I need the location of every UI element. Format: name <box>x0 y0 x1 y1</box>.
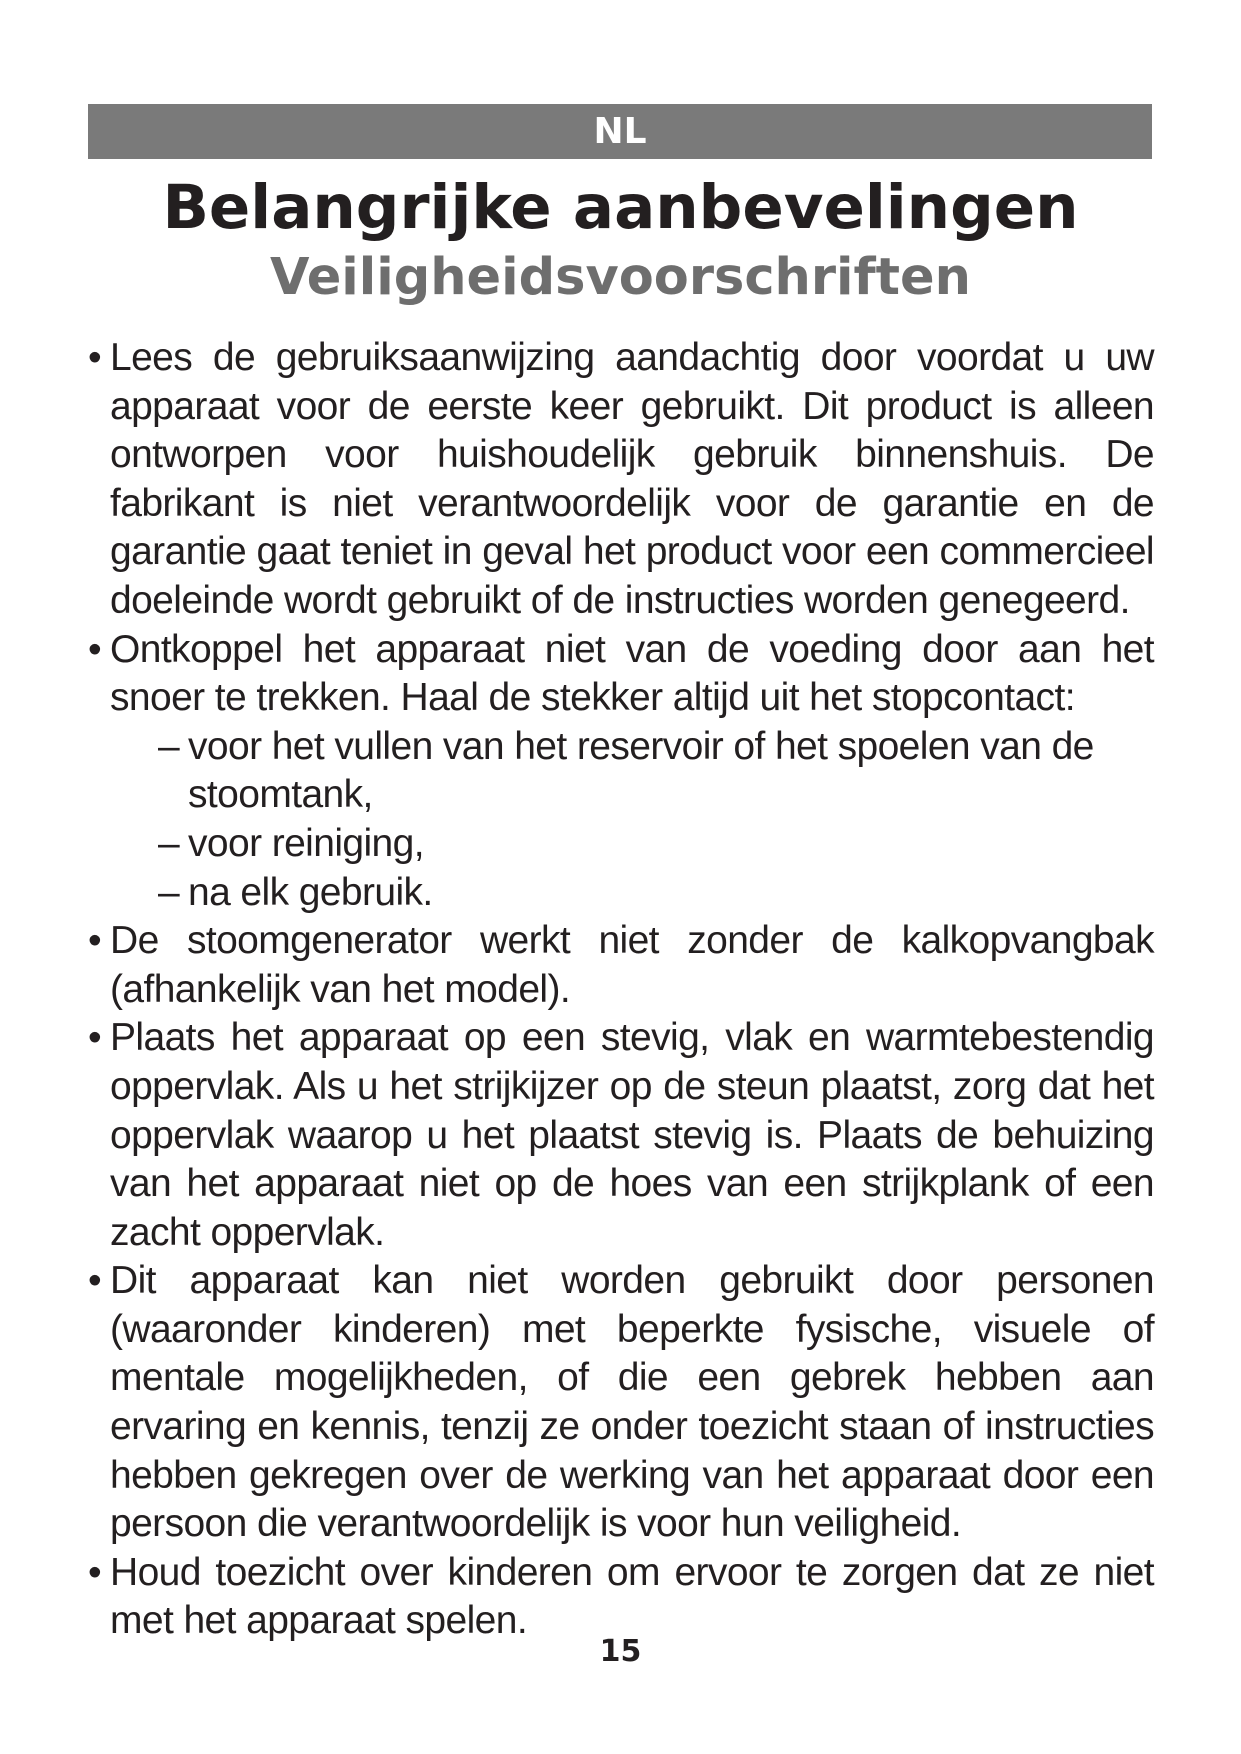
list-item <box>88 1014 1154 1257</box>
bullet-icon: • <box>88 1016 102 1060</box>
list-item <box>88 626 1154 918</box>
dash-icon: – <box>158 870 180 914</box>
sub-list-item <box>158 820 1154 869</box>
sub-list-item <box>158 723 1154 820</box>
page-number: 15 <box>599 1634 642 1669</box>
list-item <box>88 917 1154 1014</box>
bullet-icon: • <box>88 627 102 671</box>
sub-list <box>110 723 1154 917</box>
bullet-icon: • <box>88 1550 102 1594</box>
list-item-text: Dit apparaat kan niet worden gebruikt door personen (waaronder kinderen) met beperkte fysische, visuele of mentale mogelijkheden, of die een gebrek hebben aan ervaring en kennis, tenzij ze onder toezicht staan of instructies hebben gekregen over de werking van het apparaat door een persoon die verantwoordelijk is voor hun veiligheid. <box>110 1259 1154 1546</box>
list-item <box>88 334 1154 626</box>
bullet-icon: • <box>88 919 102 963</box>
safety-instructions-list <box>88 334 1154 1646</box>
list-item-text: Houd toezicht over kinderen om ervoor te zorgen dat ze niet met het apparaat spelen. <box>110 1550 1154 1643</box>
language-banner: NL <box>88 104 1152 159</box>
list-item-text: Plaats het apparaat op een stevig, vlak en warmtebestendig oppervlak. Als u het strijkijzer op de steun plaatst, zorg dat het oppervlak waarop u het plaatst stevig is. Plaats de behuizing van het apparaat niet op de hoes van een strijkplank of een zacht oppervlak. <box>110 1016 1154 1254</box>
sub-list-item-text: voor het vullen van het reservoir of het spoelen van de stoomtank, <box>188 724 1094 817</box>
sub-list-item-text: voor reiniging, <box>188 821 424 865</box>
list-item-text: Lees de gebruiksaanwijzing aandachtig door voordat u uw apparaat voor de eerste keer gebruikt. Dit product is alleen ontworpen voor huishoudelijk gebruik binnenshuis. De fabrikant is niet verantwoordelijk voor de garantie en de garantie gaat teniet in geval het product voor een commercieel doeleinde wordt gebruikt of de instructies worden genegeerd. <box>110 336 1154 622</box>
page-title: Belangrijke aanbevelingen <box>162 172 1079 243</box>
dash-icon: – <box>158 724 180 768</box>
bullet-icon: • <box>88 336 102 379</box>
list-item-text: De stoomgenerator werkt niet zonder de kalkopvangbak (afhankelijk van het model). <box>110 919 1154 1011</box>
page-subtitle: Veiligheidsvoorschriften <box>270 248 971 307</box>
list-item-text: Ontkoppel het apparaat niet van de voeding door aan het snoer te trekken. Haal de stekker altijd uit het stopcontact: <box>110 627 1154 720</box>
bullet-icon: • <box>88 1259 102 1303</box>
sub-list-item <box>158 869 1154 918</box>
list-item <box>88 1257 1154 1549</box>
dash-icon: – <box>158 821 180 865</box>
sub-list-item-text: na elk gebruik. <box>188 870 433 914</box>
